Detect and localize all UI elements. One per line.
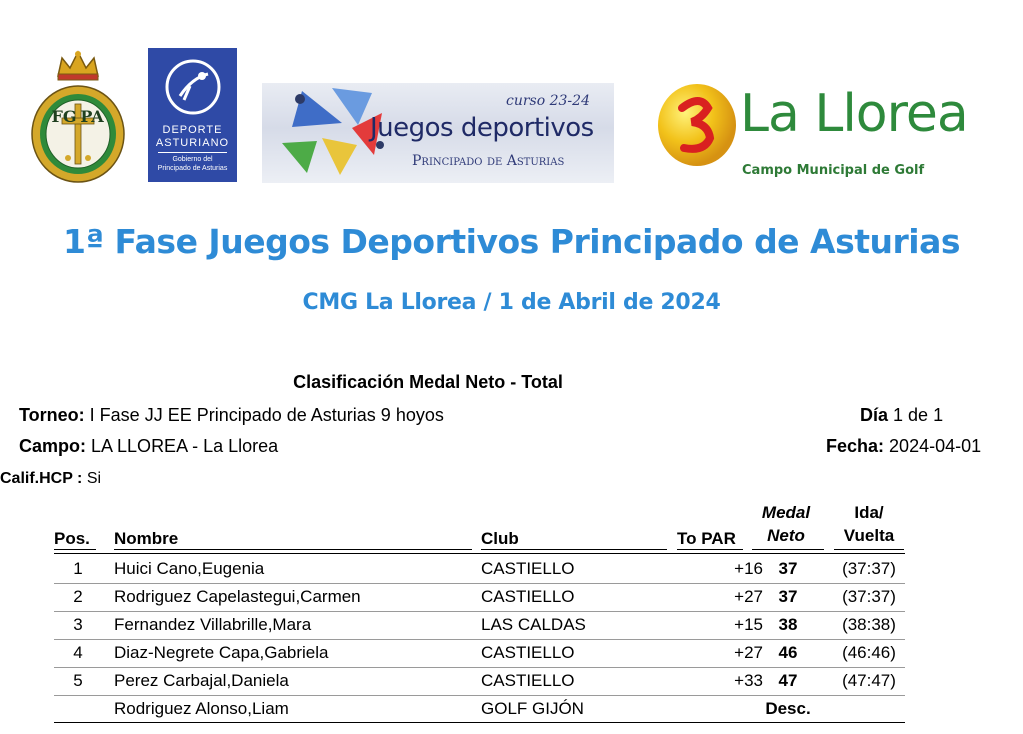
cell-vuelta <box>834 695 904 723</box>
cell-topar <box>677 695 763 723</box>
campo-row <box>19 436 278 457</box>
cell-nombre: Huici Cano,Eugenia <box>114 559 265 578</box>
header-topar: To PAR <box>677 529 736 548</box>
cell-neto: 46 <box>778 643 798 662</box>
cell-club: CASTIELLO <box>481 643 575 662</box>
llorea-sub: Campo Municipal de Golf <box>742 163 925 178</box>
calif-value: Si <box>86 470 102 487</box>
header-medal-1: Medal <box>761 503 811 522</box>
juegos-sub: Principado de Asturias <box>412 153 565 169</box>
cell-neto: 37 <box>778 559 798 578</box>
table-row <box>54 667 905 695</box>
cell-topar: +33 <box>734 671 763 690</box>
cell-nombre: Diaz-Negrete Capa,Gabriela <box>114 643 329 662</box>
cell-nombre: Perez Carbajal,Daniela <box>114 671 289 690</box>
fgpa-letters-right: PA <box>80 107 104 126</box>
cell-vuelta: (38:38) <box>842 615 896 634</box>
calif-label: Calif.HCP : <box>0 470 83 487</box>
deporte-small2: Principado de Asturias <box>157 165 228 172</box>
cell-neto: 47 <box>778 671 798 690</box>
juegos-curso: curso 23-24 <box>506 93 590 109</box>
campo-value: LA LLOREA - La Llorea <box>91 436 279 456</box>
table-row <box>54 611 905 639</box>
cell-pos: 5 <box>73 671 83 690</box>
torneo-value: I Fase JJ EE Principado de Asturias 9 hoyos <box>89 405 444 425</box>
cell-vuelta: (37:37) <box>842 587 896 606</box>
fecha-row <box>826 436 981 457</box>
header-club: Club <box>481 529 519 548</box>
cell-neto: 37 <box>778 587 798 606</box>
cell-club: CASTIELLO <box>481 671 575 690</box>
llorea-name: La Llorea <box>740 84 968 144</box>
header-ida-2: Vuelta <box>843 526 895 545</box>
page-subtitle: CMG La Llorea / 1 de Abril de 2024 <box>302 290 721 315</box>
dia-value: 1 de 1 <box>893 405 944 425</box>
fgpa-logo <box>28 46 128 186</box>
table-row <box>54 583 905 611</box>
cell-nombre: Fernandez Villabrille,Mara <box>114 615 312 634</box>
torneo-row <box>19 405 444 426</box>
cell-vuelta: (37:37) <box>842 559 896 578</box>
cell-vuelta: (46:46) <box>842 643 896 662</box>
cell-topar: +27 <box>734 587 763 606</box>
dia-row <box>860 405 943 426</box>
cell-topar: +27 <box>734 643 763 662</box>
juegos-deportivos-logo <box>262 83 614 183</box>
cell-club: CASTIELLO <box>481 587 575 606</box>
table-row <box>54 695 905 723</box>
deporte-asturiano-logo <box>148 48 237 182</box>
header-nombre: Nombre <box>114 529 179 548</box>
cell-pos: 4 <box>73 643 83 662</box>
campo-label: Campo: <box>19 436 86 456</box>
cell-club: LAS CALDAS <box>481 615 586 634</box>
torneo-label: Torneo: <box>19 405 85 425</box>
cell-neto: Desc. <box>765 699 811 718</box>
report-title: Clasificación Medal Neto - Total <box>293 372 563 392</box>
cell-neto: 38 <box>778 615 798 634</box>
cell-topar: +16 <box>734 559 763 578</box>
fecha-label: Fecha: <box>826 436 885 456</box>
cell-nombre: Rodriguez Capelastegui,Carmen <box>114 587 361 606</box>
cell-vuelta: (47:47) <box>842 671 896 690</box>
cell-nombre: Rodriguez Alonso,Liam <box>114 699 289 718</box>
calif-row <box>0 470 101 488</box>
header-ida-1: Ida/ <box>854 503 884 522</box>
table-row <box>54 639 905 667</box>
dia-label: Día <box>860 405 889 425</box>
runner-circle-icon <box>162 56 224 118</box>
cell-club: GOLF GIJÓN <box>481 699 584 718</box>
deporte-small1: Gobierno del <box>172 156 213 163</box>
cell-pos: 3 <box>73 615 83 634</box>
deporte-line2: ASTURIANO <box>155 137 230 149</box>
golf-ball-icon <box>656 82 738 168</box>
cell-pos <box>54 695 102 723</box>
header-medal-2: Neto <box>767 526 805 545</box>
fgpa-crest-icon <box>28 46 128 186</box>
cell-pos: 2 <box>73 587 83 606</box>
fecha-value: 2024-04-01 <box>889 436 982 456</box>
table-row <box>54 555 905 583</box>
cell-topar: +15 <box>734 615 763 634</box>
deporte-line1: DEPORTE <box>162 124 223 136</box>
cell-pos: 1 <box>73 559 83 578</box>
header-pos: Pos. <box>54 529 90 548</box>
fgpa-letters-left: FG <box>51 107 77 126</box>
juegos-name: Juegos deportivos <box>370 113 594 143</box>
cell-club: CASTIELLO <box>481 559 575 578</box>
page-title: 1ª Fase Juegos Deportivos Principado de Asturias <box>62 222 961 261</box>
la-llorea-logo <box>656 78 966 186</box>
